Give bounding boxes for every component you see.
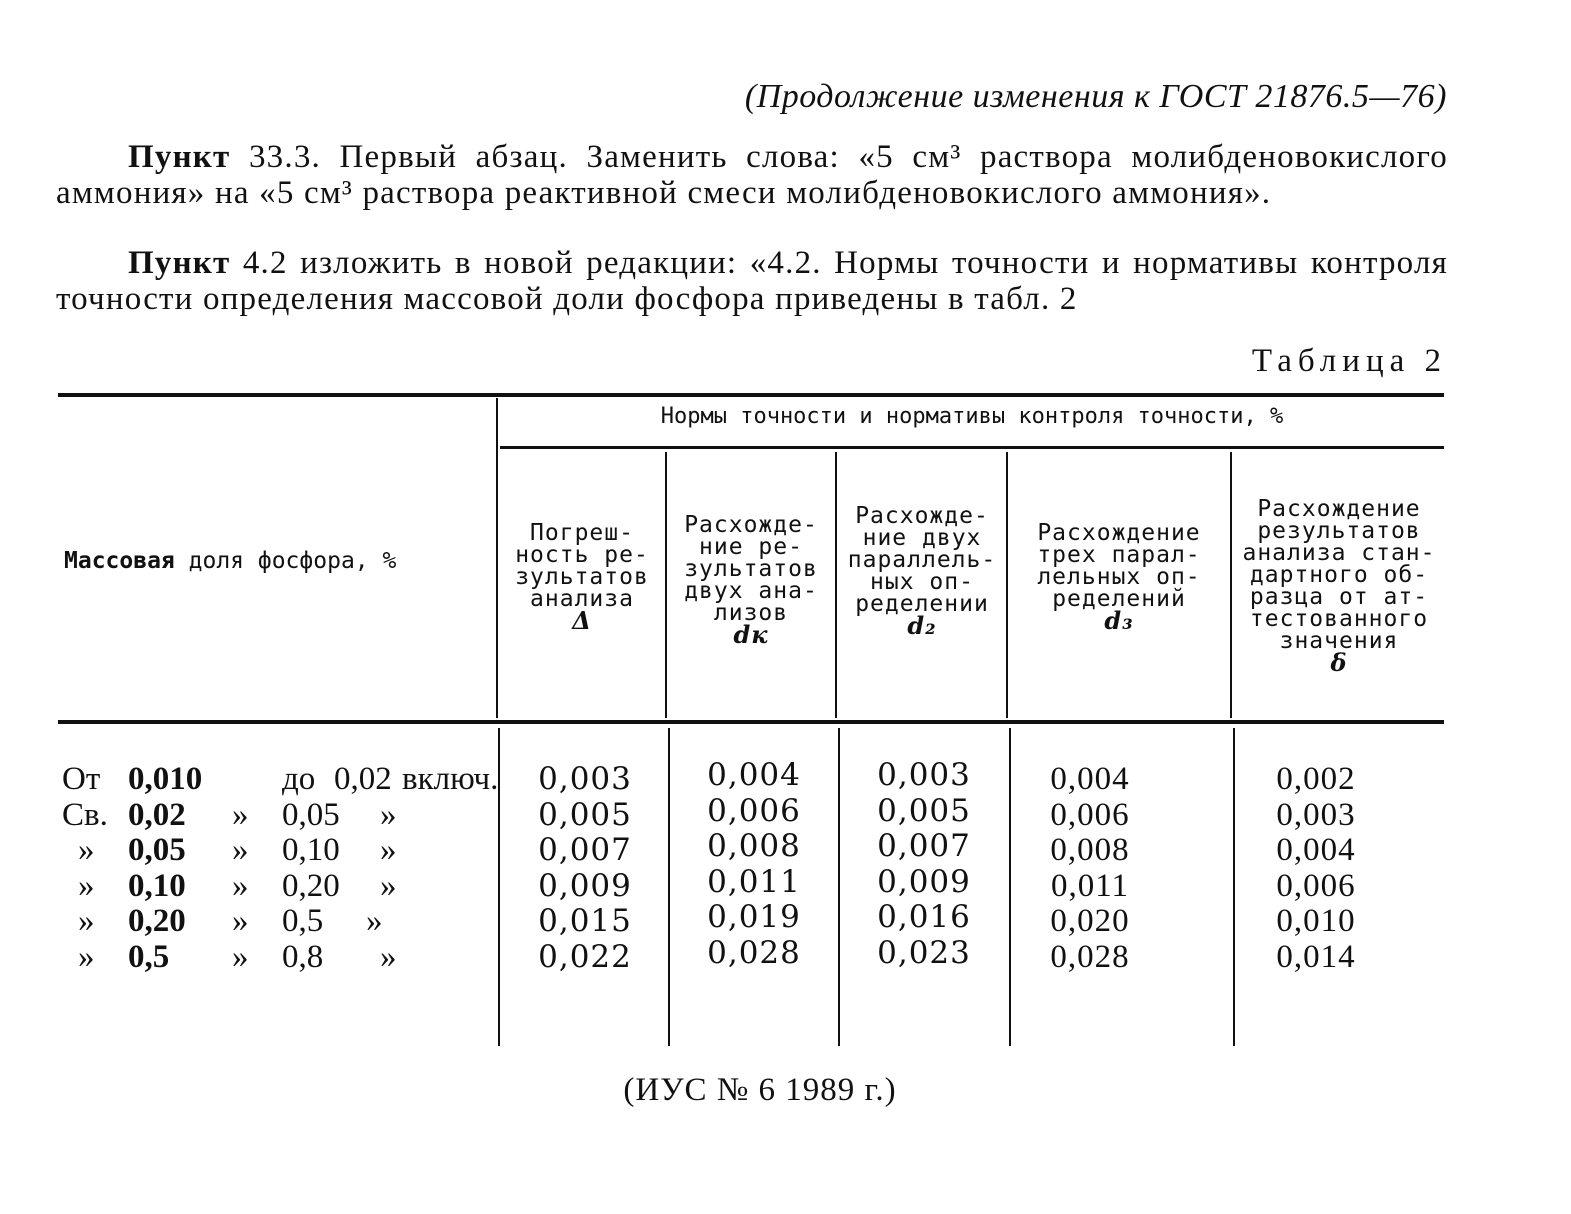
value-cell: 0,004 — [1276, 832, 1356, 868]
range-from: 0,010 — [128, 761, 203, 797]
value-cell: 0,008 — [707, 828, 801, 864]
range-suffix: » — [380, 867, 397, 904]
value-cell: 0,005 — [877, 792, 971, 829]
column-header-label: Расхожде- ние двух параллель- ных оп- ределении — [847, 503, 997, 617]
range-prefix: Св. — [62, 796, 108, 833]
group-header: Нормы точности и нормативы контроля точности, % — [660, 404, 1284, 429]
value-cell: 0,014 — [1276, 938, 1356, 975]
range-prefix: » — [78, 832, 95, 868]
value-cell: 0,006 — [1276, 867, 1356, 904]
value-cell: 0,007 — [877, 828, 971, 864]
column-header-label: Расхождение трех парал- лельных оп- ределений — [1037, 520, 1201, 612]
values-column — [670, 758, 838, 971]
column-divider — [496, 398, 498, 718]
value-cell: 0,004 — [1050, 761, 1130, 797]
values-column — [1008, 762, 1172, 975]
value-cell: 0,019 — [707, 899, 801, 935]
range-to: 0,05 — [282, 796, 340, 833]
range-suffix: » — [380, 796, 397, 833]
column-divider — [1006, 452, 1008, 718]
column-header — [1009, 520, 1229, 635]
paragraph-1 — [56, 139, 1448, 211]
range-prefix: » — [78, 938, 95, 975]
value-cell: 0,009 — [538, 867, 632, 904]
row-header — [64, 548, 396, 574]
range-suffix: » — [380, 938, 397, 975]
range-to: 0,20 — [282, 867, 340, 904]
header-bottom-rule — [58, 720, 1444, 724]
column-header — [668, 512, 834, 649]
column-divider — [665, 452, 667, 718]
range-from: 0,20 — [128, 903, 186, 939]
values-column — [1234, 762, 1398, 975]
footer-reference: (ИУС № 6 1989 г.) — [623, 1072, 897, 1108]
paragraph-2-lead: Пункт — [128, 245, 231, 281]
range-mid: » — [232, 903, 249, 939]
value-cell: 0,009 — [877, 863, 971, 900]
range-from: 0,10 — [128, 867, 186, 904]
table-top-rule — [58, 393, 1444, 397]
range-mid: » — [232, 938, 249, 975]
paragraph-1-text: 33.3. Первый абзац. Заменить слова: «5 см³ раствора молибденовокислого аммония» на «5 см³ раствора реактивной смеси молибденовокислого аммония». — [56, 139, 1448, 211]
range-from: 0,05 — [128, 832, 186, 868]
range-from: 0,02 — [128, 796, 186, 833]
paragraph-2 — [56, 245, 1448, 317]
table-title: Таблица 2 — [1251, 343, 1447, 379]
column-divider — [1230, 452, 1232, 718]
value-cell: 0,002 — [1276, 761, 1356, 797]
range-prefix: От — [62, 761, 101, 797]
group-header-rule — [500, 446, 1444, 449]
value-cell: 0,006 — [707, 792, 801, 829]
column-header-symbol: d₃ — [1104, 606, 1134, 635]
column-header — [1233, 496, 1445, 677]
values-column — [500, 762, 670, 975]
value-cell: 0,003 — [877, 757, 971, 793]
value-cell: 0,006 — [1050, 796, 1130, 833]
value-cell: 0,022 — [538, 938, 632, 975]
range-mid: » — [232, 796, 249, 833]
range-suffix: » — [380, 832, 397, 868]
value-cell: 0,011 — [707, 863, 801, 900]
value-cell: 0,003 — [538, 761, 632, 797]
row-header-bold: Массовая — [64, 548, 175, 574]
value-cell: 0,023 — [877, 934, 971, 971]
column-header — [500, 520, 664, 635]
column-header-label: Расхожде- ние ре- зультатов двух ана- лизов — [684, 512, 818, 626]
range-from: 0,5 — [128, 938, 170, 975]
range-to: 0,10 — [282, 832, 340, 868]
column-header-label: Погреш- ность ре- зультатов анализа — [515, 520, 649, 612]
range-mid: » — [232, 832, 249, 868]
value-cell: 0,003 — [1276, 796, 1356, 833]
value-cell: 0,008 — [1050, 832, 1130, 868]
range-prefix: » — [78, 903, 95, 939]
column-header-symbol: dк — [733, 620, 769, 649]
column-header — [838, 503, 1006, 640]
value-cell: 0,011 — [1050, 867, 1130, 904]
value-cell: 0,004 — [707, 757, 801, 793]
paragraph-1-lead: Пункт — [128, 139, 231, 175]
column-header-symbol: Δ — [572, 606, 592, 635]
column-divider — [835, 452, 837, 718]
paragraph-2-text: 4.2 изложить в новой редакции: «4.2. Нормы точности и нормативы контроля точности определения массовой доли фосфора приведены в табл. 2 — [56, 245, 1448, 317]
range-to: 0,02 — [334, 761, 392, 797]
range-suffix: » — [366, 903, 383, 939]
value-cell: 0,007 — [538, 832, 632, 868]
value-cell: 0,005 — [538, 796, 632, 833]
column-header-symbol: d₂ — [907, 611, 937, 640]
range-suffix: включ. — [402, 761, 499, 797]
value-cell: 0,015 — [538, 903, 632, 939]
range-to: 0,8 — [282, 938, 324, 975]
row-header-rest: доля фосфора, % — [174, 548, 397, 574]
range-mid: до — [282, 761, 316, 797]
continuation-header: (Продолжение изменения к ГОСТ 21876.5—76) — [744, 78, 1447, 115]
range-prefix: » — [78, 867, 95, 904]
values-column — [840, 758, 1008, 971]
value-cell: 0,010 — [1276, 903, 1356, 939]
column-header-label: Расхождение результатов анализа стан- дартного об- разца от ат- тестованного значения — [1242, 496, 1436, 654]
value-cell: 0,028 — [1050, 938, 1130, 975]
column-header-symbol: δ — [1330, 648, 1348, 677]
range-mid: » — [232, 867, 249, 904]
value-cell: 0,028 — [707, 934, 801, 971]
value-cell: 0,016 — [877, 899, 971, 935]
range-to: 0,5 — [282, 903, 324, 939]
value-cell: 0,020 — [1050, 903, 1130, 939]
